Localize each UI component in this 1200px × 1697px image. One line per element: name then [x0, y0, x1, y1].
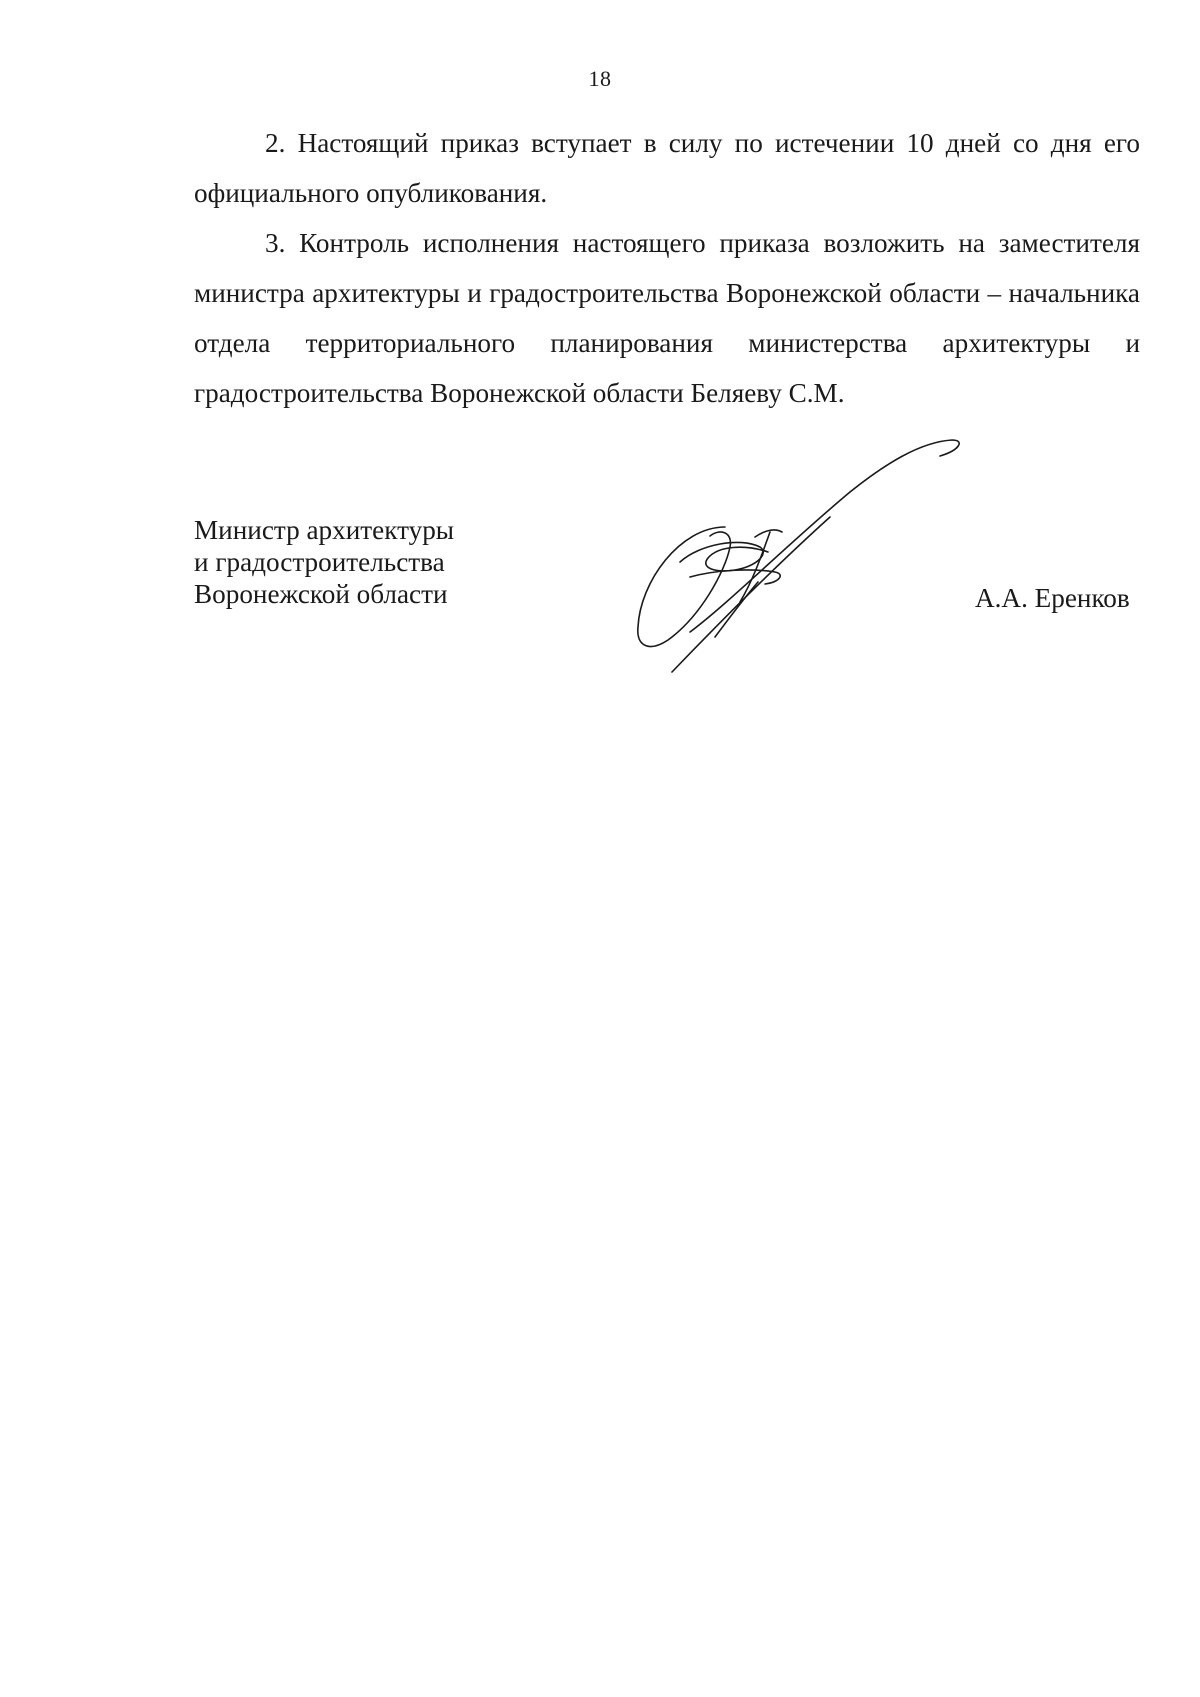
handwritten-signature-icon — [620, 432, 980, 682]
paragraph-control: 3. Контроль исполнения настоящего приказа возложить на заместителя министра архитектуры и градостроительства Воронежской области – начальника отдела территориального планирования министерства архитектуры и градостроительства Воронежской области Беляеву С.М. — [194, 228, 1140, 408]
signatory-line-3: Воронежской области — [194, 579, 448, 609]
signatory-line-2: и градостроительства — [194, 547, 445, 577]
signer-name: А.А. Еренков — [975, 583, 1130, 613]
signatory-line-1: Министр архитектуры — [194, 515, 455, 545]
signatory-position — [194, 514, 454, 610]
page-number: 18 — [588, 66, 612, 91]
paragraph-effective-date: 2. Настоящий приказ вступает в силу по истечении 10 дней со дня его официального опубликования. — [194, 128, 1140, 208]
order-body — [194, 118, 1140, 418]
